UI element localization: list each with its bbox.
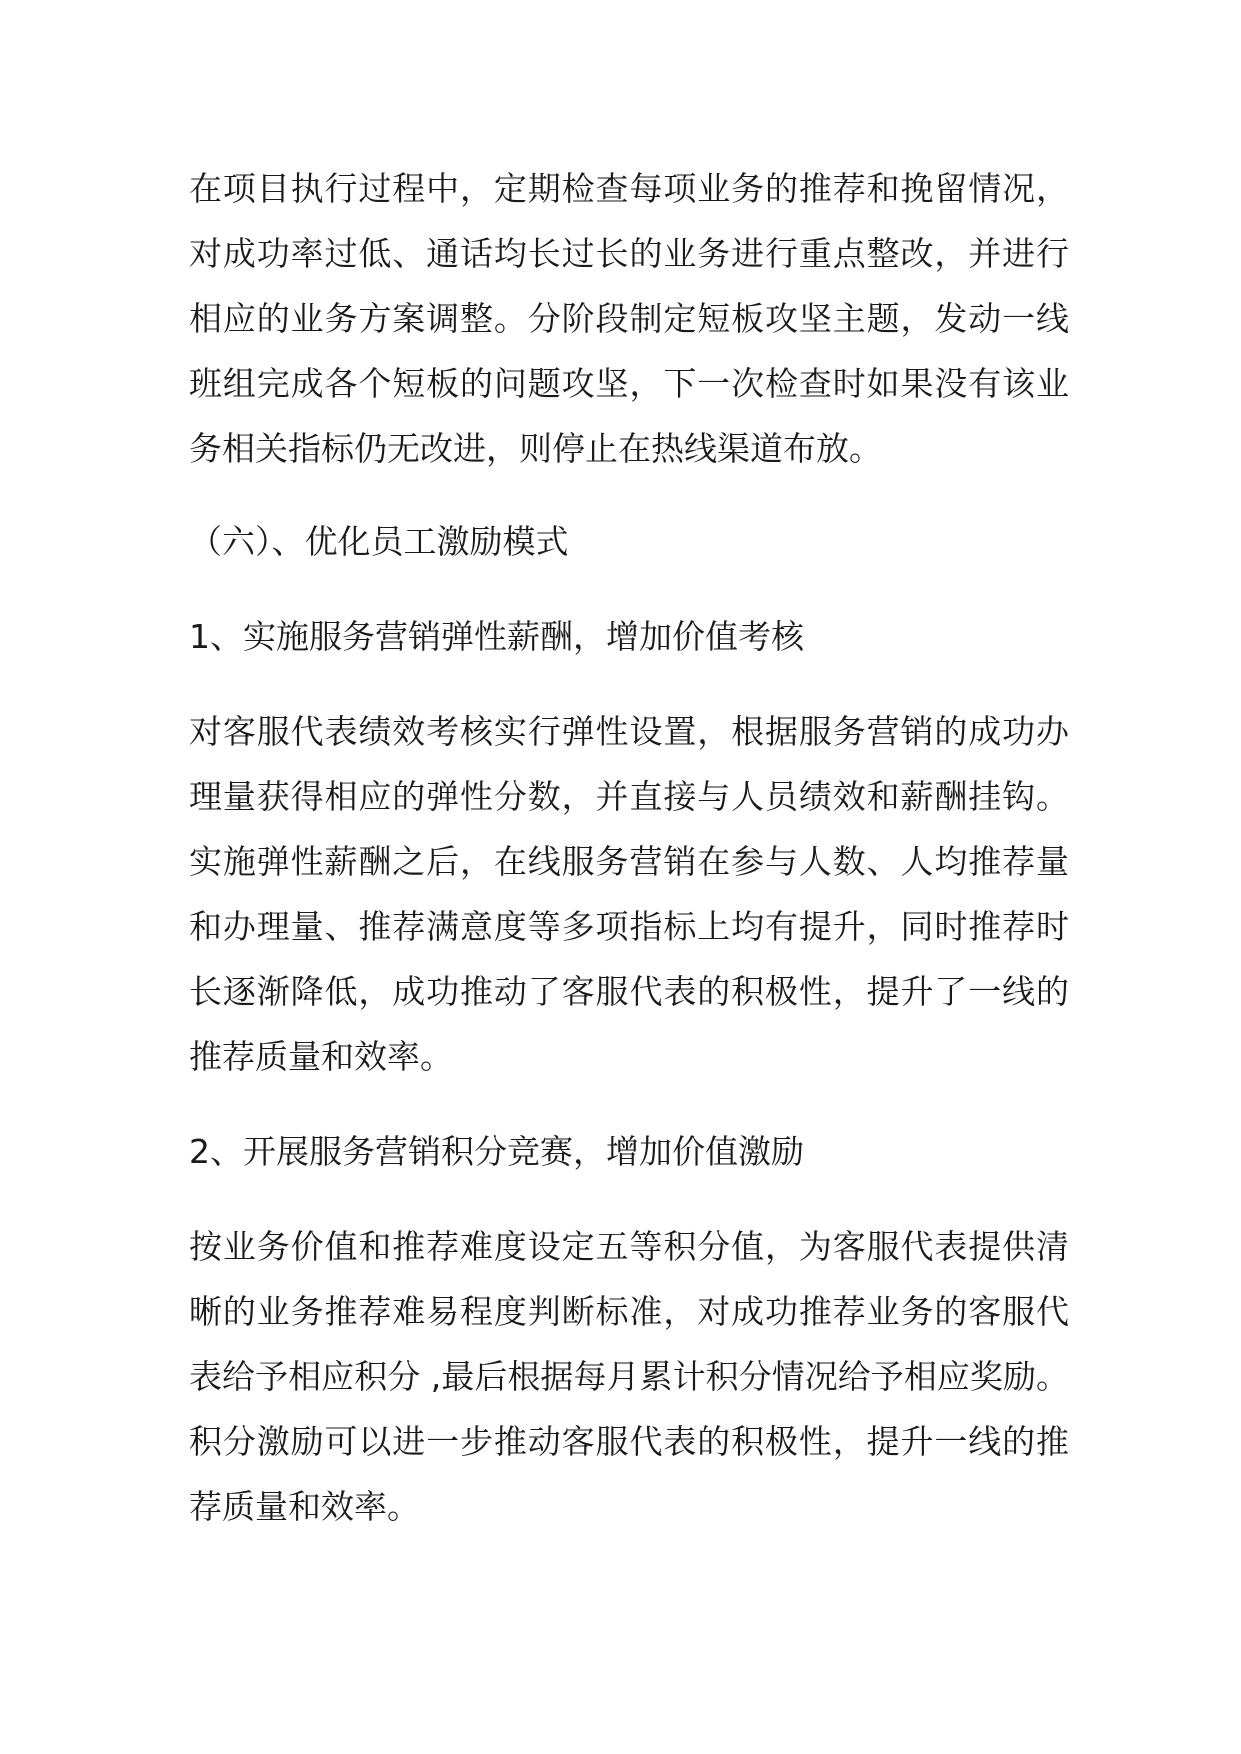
paragraph-points-competition: 按业务价值和推荐难度设定五等积分值，为客服代表提供清晰的业务推荐难易程度判断标准，对成功推荐业务的客服代表给予相应积分 ,最后根据每月累计积分情况给予相应奖励。积分激励可以进一步推动客服代表的积极性，提升一线的推荐质量和效率。 — [189, 1227, 1069, 1526]
paragraph-flexible-pay: 对客服代表绩效考核实行弹性设置，根据服务营销的成功办理量获得相应的弹性分数，并直接与人员绩效和薪酬挂钩。实施弹性薪酬之后，在线服务营销在参与人数、人均推荐量和办理量、推荐满意度等多项指标上均有提升，同时推荐时长逐渐降低，成功推动了客服代表的积极性，提升了一线的推荐质量和效率。 — [189, 712, 1069, 1076]
section-heading-six: （六）、优化员工激励模式 — [189, 522, 569, 561]
document-body — [189, 156, 1069, 1539]
subheading-points-competition: 2、开展服务营销积分竞赛，增加价值激励 — [189, 1132, 804, 1171]
subheading-flexible-pay: 1、实施服务营销弹性薪酬，增加价值考核 — [189, 617, 804, 656]
paragraph-project-execution: 在项目执行过程中，定期检查每项业务的推荐和挽留情况，对成功率过低、通话均长过长的业务进行重点整改，并进行相应的业务方案调整。分阶段制定短板攻坚主题，发动一线班组完成各个短板的问题攻坚，下一次检查时如果没有该业务相关指标仍无改进，则停止在热线渠道布放。 — [189, 169, 1069, 468]
